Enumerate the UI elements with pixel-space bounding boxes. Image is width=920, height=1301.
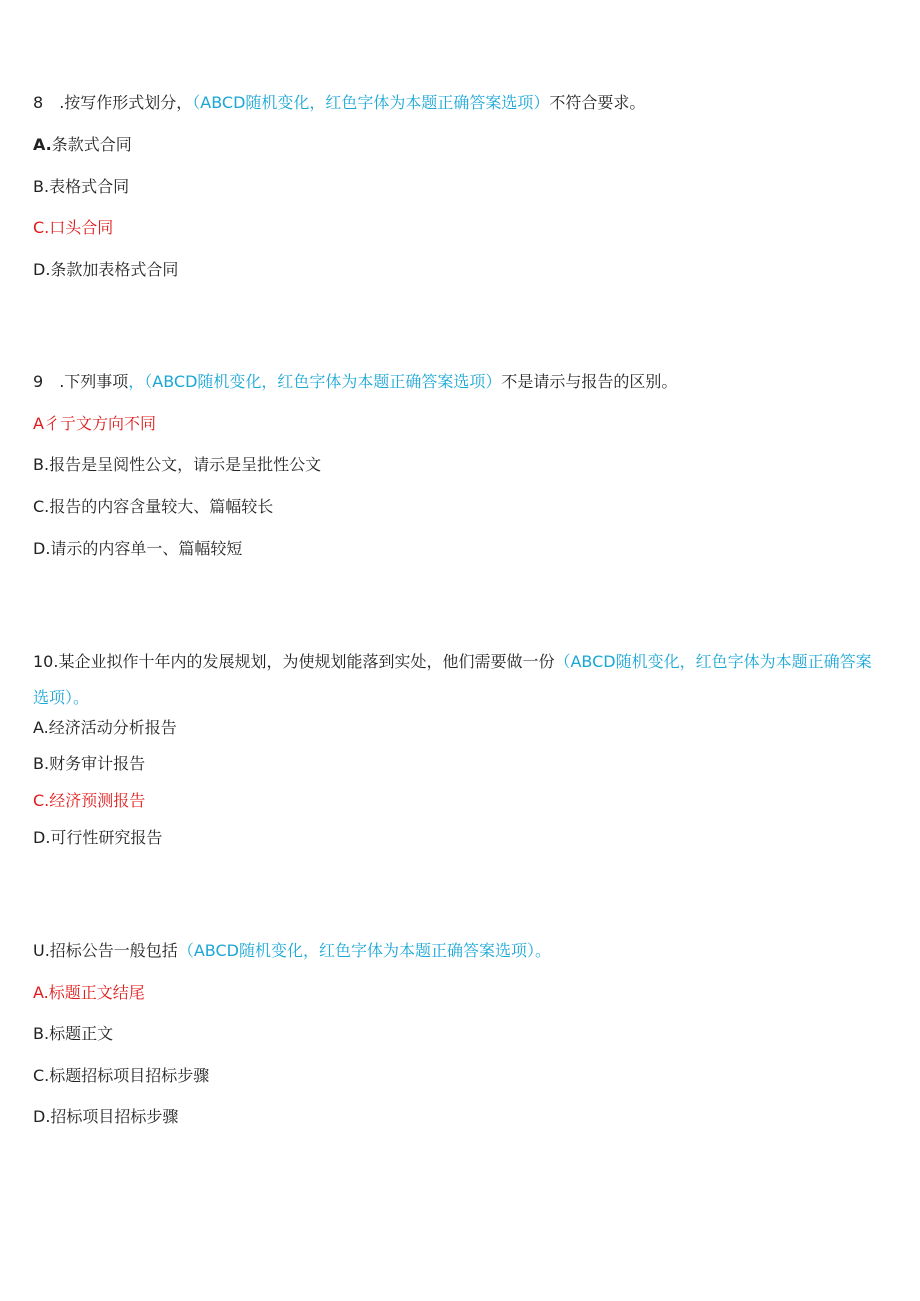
option-text: 报告是呈阅性公文，请示是呈批性公文 <box>49 455 322 474</box>
option-letter: C. <box>33 791 50 810</box>
option-text: 条款加表格式合同 <box>50 260 179 279</box>
option-c-correct <box>33 791 145 811</box>
option-letter: A. <box>33 718 49 737</box>
option-letter: B. <box>33 177 50 196</box>
question-8-stem <box>33 93 645 113</box>
option-text: 请示的内容单一、篇幅较短 <box>50 539 243 558</box>
question-stem-text: 某企业拟作十年内的发展规划，为使规划能落到实处，他们需要做一份 <box>58 652 555 671</box>
option-letter: C. <box>33 1066 50 1085</box>
option-text: 可行性研究报告 <box>50 828 163 847</box>
option-text: 口头合同 <box>49 218 114 237</box>
option-text: 经济预测报告 <box>49 791 146 810</box>
option-b <box>33 177 129 197</box>
question-9-stem <box>33 372 677 392</box>
question-number: 10. <box>33 652 59 671</box>
option-text: 财务审计报告 <box>49 754 146 773</box>
question-10-stem <box>33 644 878 716</box>
option-a-correct <box>33 414 156 434</box>
option-d <box>33 828 162 848</box>
option-letter: B. <box>33 455 50 474</box>
option-letter: D. <box>33 539 51 558</box>
option-c-correct <box>33 218 113 238</box>
option-b <box>33 455 321 475</box>
answer-blank-hint: （ABCD随机变化，红色字体为本题正确答案选项） <box>192 93 550 112</box>
option-text: 条款式合同 <box>51 135 132 154</box>
option-text: 标题招标项目招标步骤 <box>49 1066 210 1085</box>
question-number: U. <box>33 941 50 960</box>
option-letter: B. <box>33 754 50 773</box>
option-a <box>33 135 132 155</box>
question-stem-text: .下列事项 <box>59 372 129 391</box>
answer-blank-hint: ，（ABCD随机变化，红色字体为本题正确答案选项） <box>128 372 502 391</box>
answer-blank-hint: （ABCD随机变化，红色字体为本题正确答案选项）。 <box>33 652 872 707</box>
option-c <box>33 497 273 517</box>
option-a <box>33 718 177 738</box>
option-text: 经济活动分析报告 <box>48 718 177 737</box>
option-d <box>33 539 242 559</box>
option-letter: A <box>33 414 44 433</box>
option-d <box>33 1107 178 1127</box>
option-text: 报告的内容含量较大、篇幅较长 <box>49 497 274 516</box>
answer-blank-hint: （ABCD随机变化，红色字体为本题正确答案选项）。 <box>177 941 551 960</box>
question-11-stem <box>33 941 551 961</box>
option-text: 彳亍文方向不同 <box>43 414 156 433</box>
question-number: 9 <box>33 372 44 391</box>
option-letter: D. <box>33 828 51 847</box>
option-letter: A. <box>33 983 49 1002</box>
question-stem-tail: 不符合要求。 <box>549 93 646 112</box>
option-letter: A. <box>33 135 52 154</box>
question-number: 8 <box>33 93 44 112</box>
option-c <box>33 1066 209 1086</box>
option-b <box>33 1024 113 1044</box>
question-stem-text: 招标公告一般包括 <box>49 941 178 960</box>
option-text: 招标项目招标步骤 <box>50 1107 179 1126</box>
option-a-correct <box>33 983 145 1003</box>
option-letter: B. <box>33 1024 50 1043</box>
question-stem-tail: 不是请示与报告的区别。 <box>501 372 678 391</box>
question-stem-text: .按写作形式划分， <box>59 93 193 112</box>
option-letter: C. <box>33 497 50 516</box>
option-text: 标题正文结尾 <box>48 983 145 1002</box>
option-text: 标题正文 <box>49 1024 114 1043</box>
option-letter: D. <box>33 260 51 279</box>
option-d <box>33 260 178 280</box>
option-letter: D. <box>33 1107 51 1126</box>
option-letter: C. <box>33 218 50 237</box>
option-text: 表格式合同 <box>49 177 130 196</box>
option-b <box>33 754 145 774</box>
